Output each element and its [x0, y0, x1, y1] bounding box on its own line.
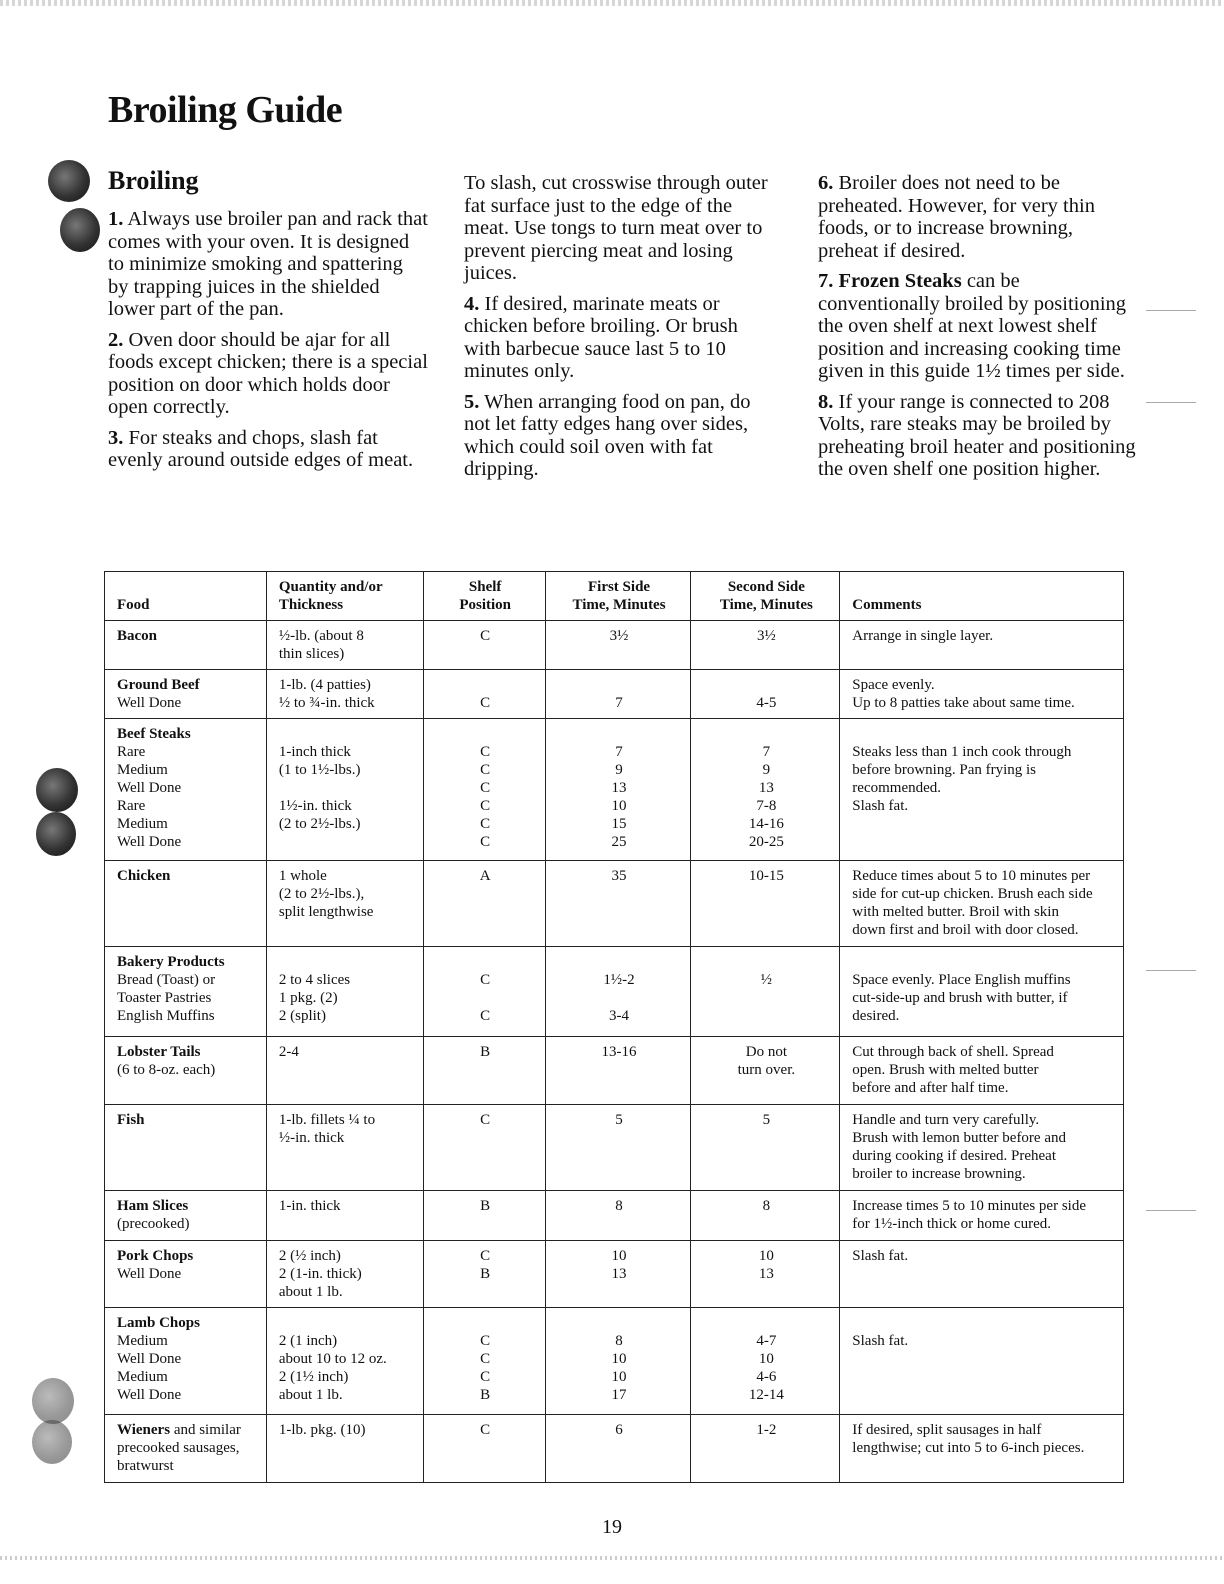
cell-comments: Space evenly. Up to 8 patties take about same time. — [840, 670, 1124, 719]
cell-quantity: 2 to 4 slices 1 pkg. (2) 2 (split) — [266, 947, 423, 1037]
cell-food: Lamb Chops Medium Well Done Medium Well Done — [105, 1308, 267, 1415]
cell-quantity: ½-lb. (about 8 thin slices) — [266, 621, 423, 670]
instructions-column-2 — [464, 172, 774, 489]
cell-comments: Space evenly. Place English muffins cut-side-up and brush with butter, if desired. — [840, 947, 1124, 1037]
instruction-item: 2. Oven door should be ajar for all foods except chicken; there is a special position on door which holds door open correctly. — [108, 328, 428, 418]
cell-second-side: ½ — [691, 947, 840, 1037]
instruction-item: 5. When arranging food on pan, do not let fatty edges hang over sides, which could soil oven with fat dripping. — [464, 390, 751, 480]
binder-hole-dot — [36, 812, 76, 856]
cell-second-side: 4-7 10 4-6 12-14 — [691, 1308, 840, 1415]
cell-first-side: 5 — [545, 1105, 691, 1191]
cell-food: Beef Steaks Rare Medium Well Done Rare Medium Well Done — [105, 719, 267, 861]
binder-hole-dot — [36, 768, 78, 812]
cell-second-side: 1-2 — [691, 1415, 840, 1483]
cell-food: Bacon — [105, 621, 267, 670]
cell-comments: Arrange in single layer. — [840, 621, 1124, 670]
instruction-item: 1. Always use broiler pan and rack that comes with your oven. It is designed to minimize smoking and spattering by trapping juices in the shielded lower part of the pan. — [108, 208, 428, 320]
binder-hole-dot — [48, 160, 90, 202]
table-row — [105, 947, 1124, 1037]
page-number: 19 — [602, 1516, 622, 1538]
table-row — [105, 621, 1124, 670]
header-comments: Comments — [840, 572, 1124, 621]
cell-second-side: 10 13 — [691, 1241, 840, 1308]
cell-quantity: 1-lb. pkg. (10) — [266, 1415, 423, 1483]
instruction-item: 8. If your range is connected to 208 Volts, rare steaks may be broiled by preheating broil heater and positioning the oven shelf one position higher. — [818, 390, 1136, 480]
cell-quantity: 1-lb. fillets ¼ to ½-in. thick — [266, 1105, 423, 1191]
table-row — [105, 1415, 1124, 1483]
instruction-item: 4. If desired, marinate meats or chicken before broiling. Or brush with barbecue sauce last 5 to 10 minutes only. — [464, 292, 738, 382]
cell-shelf: C B — [423, 1241, 545, 1308]
cell-shelf: C — [423, 1415, 545, 1483]
table-row — [105, 861, 1124, 947]
cell-food: Wieners and similar precooked sausages, bratwurst — [105, 1415, 267, 1483]
cell-shelf: C — [423, 621, 545, 670]
cell-food: Bakery Products Bread (Toast) or Toaster Pastries English Muffins — [105, 947, 267, 1037]
cell-comments: Slash fat. — [840, 1241, 1124, 1308]
cell-first-side: 8 — [545, 1191, 691, 1241]
cell-first-side: 8 10 10 17 — [545, 1308, 691, 1415]
cell-comments: Steaks less than 1 inch cook through before browning. Pan frying is recommended. Slash fat. — [840, 719, 1124, 861]
table-row — [105, 1308, 1124, 1415]
cell-shelf: B — [423, 1037, 545, 1105]
section-heading: Broiling — [108, 166, 199, 195]
cell-quantity: 1-inch thick (1 to 1½-lbs.) 1½-in. thick (2 to 2½-lbs.) — [266, 719, 423, 861]
table-row — [105, 1191, 1124, 1241]
cell-first-side: 7 9 13 10 15 25 — [545, 719, 691, 861]
header-shelf: Shelf Position — [423, 572, 545, 621]
instruction-item: 7. Frozen Steaks can be conventionally broiled by positioning the oven shelf at next lowest shelf position and increasing cooking time given in this guide 1½ times per side. — [818, 270, 1127, 382]
cell-comments: If desired, split sausages in half lengthwise; cut into 5 to 6-inch pieces. — [840, 1415, 1124, 1483]
cell-food: Fish — [105, 1105, 267, 1191]
cell-second-side: 5 — [691, 1105, 840, 1191]
binder-hole-dot — [60, 208, 100, 252]
cell-second-side: 8 — [691, 1191, 840, 1241]
cell-food: Ham Slices (precooked) — [105, 1191, 267, 1241]
cell-shelf: C C C C C C — [423, 719, 545, 861]
margin-mark — [1146, 402, 1196, 403]
cell-first-side: 6 — [545, 1415, 691, 1483]
cell-comments: Handle and turn very carefully. Brush with lemon butter before and during cooking if desired. Preheat broiler to increase browning. — [840, 1105, 1124, 1191]
cell-shelf: C — [423, 670, 545, 719]
cell-shelf: C — [423, 1105, 545, 1191]
table-row — [105, 719, 1124, 861]
broiling-table — [104, 571, 1124, 1483]
table-row — [105, 670, 1124, 719]
header-first-side: First Side Time, Minutes — [545, 572, 691, 621]
cell-second-side: 10-15 — [691, 861, 840, 947]
cell-comments: Reduce times about 5 to 10 minutes per side for cut-up chicken. Brush each side with melted butter. Broil with skin down first and broil with door closed. — [840, 861, 1124, 947]
cell-shelf: A — [423, 861, 545, 947]
cell-shelf: C C C B — [423, 1308, 545, 1415]
binder-hole-dot — [32, 1420, 72, 1464]
header-quantity: Quantity and/or Thickness — [266, 572, 423, 621]
cell-first-side: 7 — [545, 670, 691, 719]
header-second-side: Second Side Time, Minutes — [691, 572, 840, 621]
binder-hole-dot — [32, 1378, 74, 1424]
scan-edge-bottom — [0, 1556, 1224, 1560]
page-title: Broiling Guide — [108, 89, 343, 131]
table-row — [105, 1037, 1124, 1105]
instruction-item: 6. Broiler does not need to be preheated. However, for very thin foods, or to increase browning, preheat if desired. — [818, 172, 1095, 262]
cell-food: Pork Chops Well Done — [105, 1241, 267, 1308]
cell-quantity: 1-in. thick — [266, 1191, 423, 1241]
cell-quantity: 1 whole (2 to 2½-lbs.), split lengthwise — [266, 861, 423, 947]
cell-food: Lobster Tails (6 to 8-oz. each) — [105, 1037, 267, 1105]
cell-first-side: 3½ — [545, 621, 691, 670]
cell-first-side: 10 13 — [545, 1241, 691, 1308]
cell-comments: Increase times 5 to 10 minutes per side for 1½-inch thick or home cured. — [840, 1191, 1124, 1241]
table-row — [105, 1241, 1124, 1308]
cell-first-side: 1½-2 3-4 — [545, 947, 691, 1037]
margin-mark — [1146, 310, 1196, 311]
cell-shelf: C C — [423, 947, 545, 1037]
cell-first-side: 13-16 — [545, 1037, 691, 1105]
cell-second-side: 4-5 — [691, 670, 840, 719]
margin-mark — [1146, 1210, 1196, 1211]
cell-second-side: 3½ — [691, 621, 840, 670]
cell-second-side: 7 9 13 7-8 14-16 20-25 — [691, 719, 840, 861]
cell-comments: Cut through back of shell. Spread open. Brush with melted butter before and after half time. — [840, 1037, 1124, 1105]
instruction-item: 3. For steaks and chops, slash fat evenly around outside edges of meat. — [108, 426, 414, 471]
header-food: Food — [105, 572, 267, 621]
cell-food: Ground Beef Well Done — [105, 670, 267, 719]
instructions-column-1 — [108, 208, 428, 480]
table-header-row — [105, 572, 1124, 621]
table-row — [105, 1105, 1124, 1191]
cell-second-side: Do not turn over. — [691, 1037, 840, 1105]
cell-quantity: 2 (½ inch) 2 (1-in. thick) about 1 lb. — [266, 1241, 423, 1308]
instructions-column-3 — [818, 172, 1136, 489]
cell-quantity: 2-4 — [266, 1037, 423, 1105]
cell-quantity: 1-lb. (4 patties) ½ to ¾-in. thick — [266, 670, 423, 719]
scan-edge-top — [0, 0, 1224, 6]
cell-first-side: 35 — [545, 861, 691, 947]
margin-mark — [1146, 970, 1196, 971]
cell-comments: Slash fat. — [840, 1308, 1124, 1415]
cell-quantity: 2 (1 inch) about 10 to 12 oz. 2 (1½ inch) about 1 lb. — [266, 1308, 423, 1415]
cell-food: Chicken — [105, 861, 267, 947]
cell-shelf: B — [423, 1191, 545, 1241]
instruction-item: To slash, cut crosswise through outer fat surface just to the edge of the meat. Use tongs to turn meat over to prevent piercing meat and losing juices. — [464, 172, 768, 284]
